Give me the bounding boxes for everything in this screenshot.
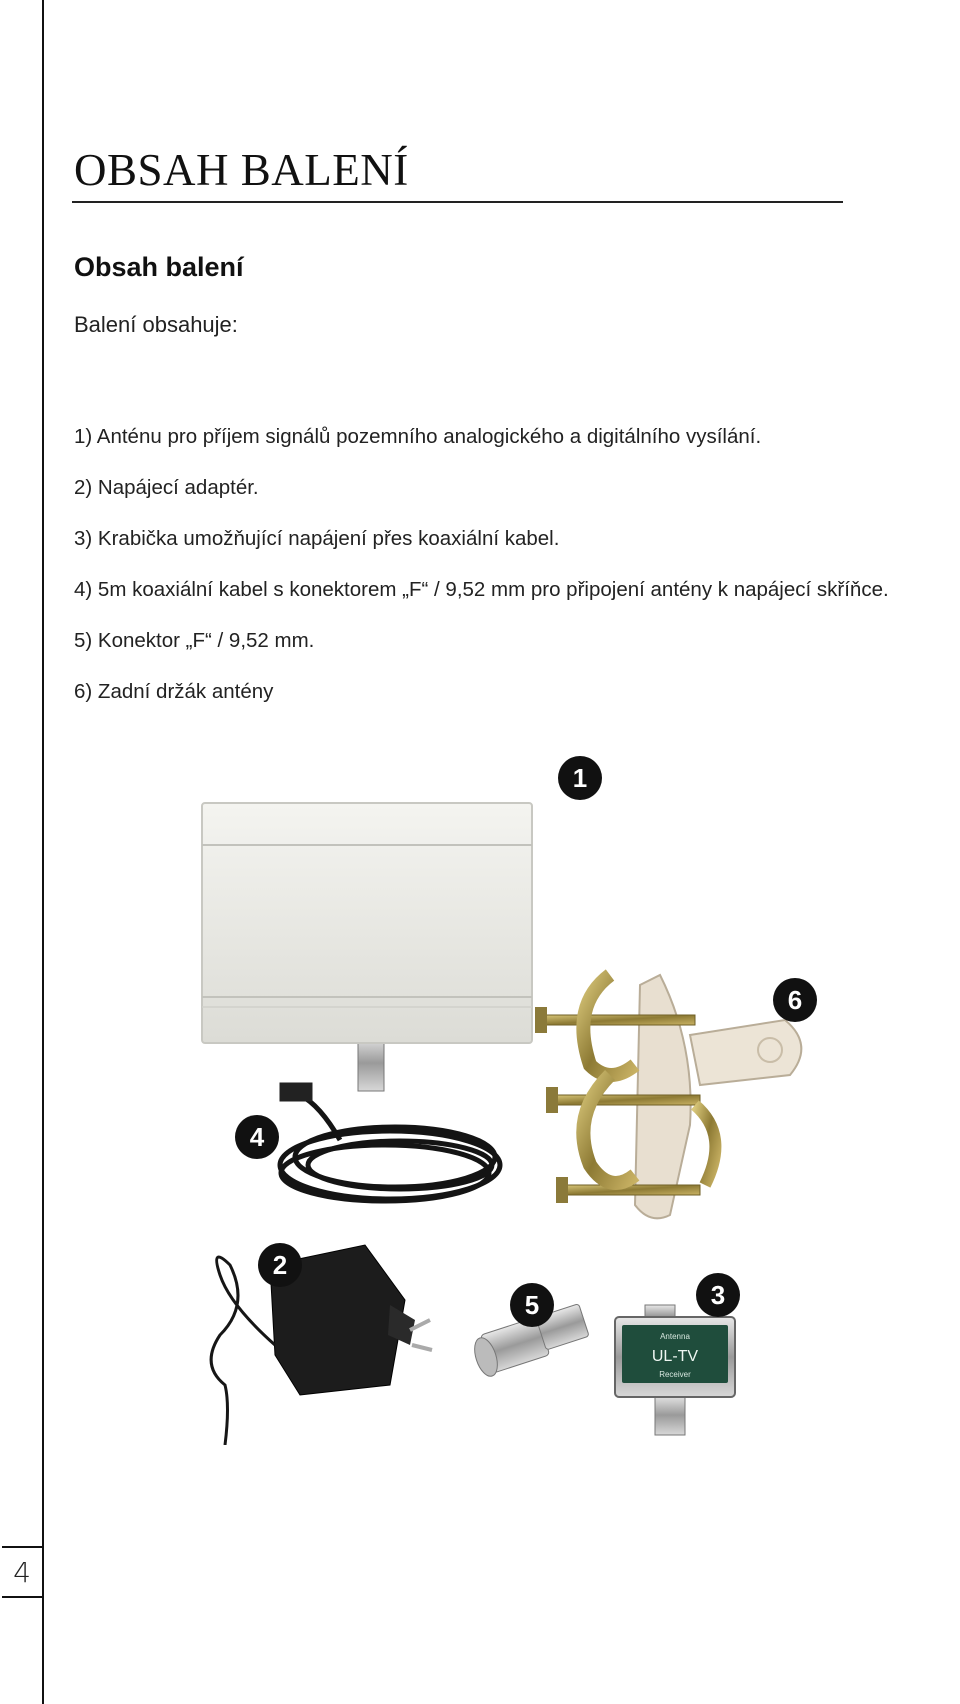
list-item: 5) Konektor „F“ / 9,52 mm. [74, 629, 315, 652]
page-number: 4 [2, 1546, 44, 1598]
svg-text:1: 1 [572, 763, 588, 793]
section-heading: Obsah balení [74, 252, 244, 282]
callout-2 [258, 1243, 302, 1287]
antenna-panel [202, 803, 532, 1091]
package-contents-photo [190, 745, 880, 1445]
coax-cable-coil [280, 1085, 500, 1201]
callout-4 [235, 1115, 279, 1159]
title-underline [72, 201, 843, 203]
list-item: 4) 5m koaxiální kabel s konektorem „F“ / 9,52 mm pro připojení antény k napájecí skříňce. [74, 578, 889, 601]
intro-text: Balení obsahuje: [74, 312, 238, 337]
chapter-title: OBSAH BALENÍ [74, 145, 409, 195]
svg-text:Receiver: Receiver [659, 1370, 691, 1379]
power-adapter [211, 1245, 432, 1445]
left-margin-rule [42, 0, 44, 1704]
svg-text:6: 6 [787, 985, 803, 1015]
power-inserter-box [615, 1305, 735, 1435]
list-item: 2) Napájecí adaptér. [74, 476, 259, 499]
svg-text:5: 5 [524, 1290, 540, 1320]
svg-text:2: 2 [272, 1250, 288, 1280]
callout-3 [696, 1273, 740, 1317]
svg-text:3: 3 [710, 1280, 726, 1310]
mounting-bracket [535, 975, 801, 1218]
list-item: 3) Krabička umožňující napájení přes koaxiální kabel. [74, 527, 560, 550]
callout-1 [558, 756, 602, 800]
callout-6 [773, 978, 817, 1022]
callout-5 [510, 1283, 554, 1327]
svg-text:UL-TV: UL-TV [651, 1348, 699, 1365]
list-item: 1) Anténu pro příjem signálů pozemního analogického a digitálního vysílání. [74, 425, 762, 448]
svg-text:Antenna: Antenna [660, 1332, 690, 1341]
list-item: 6) Zadní držák antény [74, 680, 274, 703]
svg-text:4: 4 [249, 1122, 265, 1152]
